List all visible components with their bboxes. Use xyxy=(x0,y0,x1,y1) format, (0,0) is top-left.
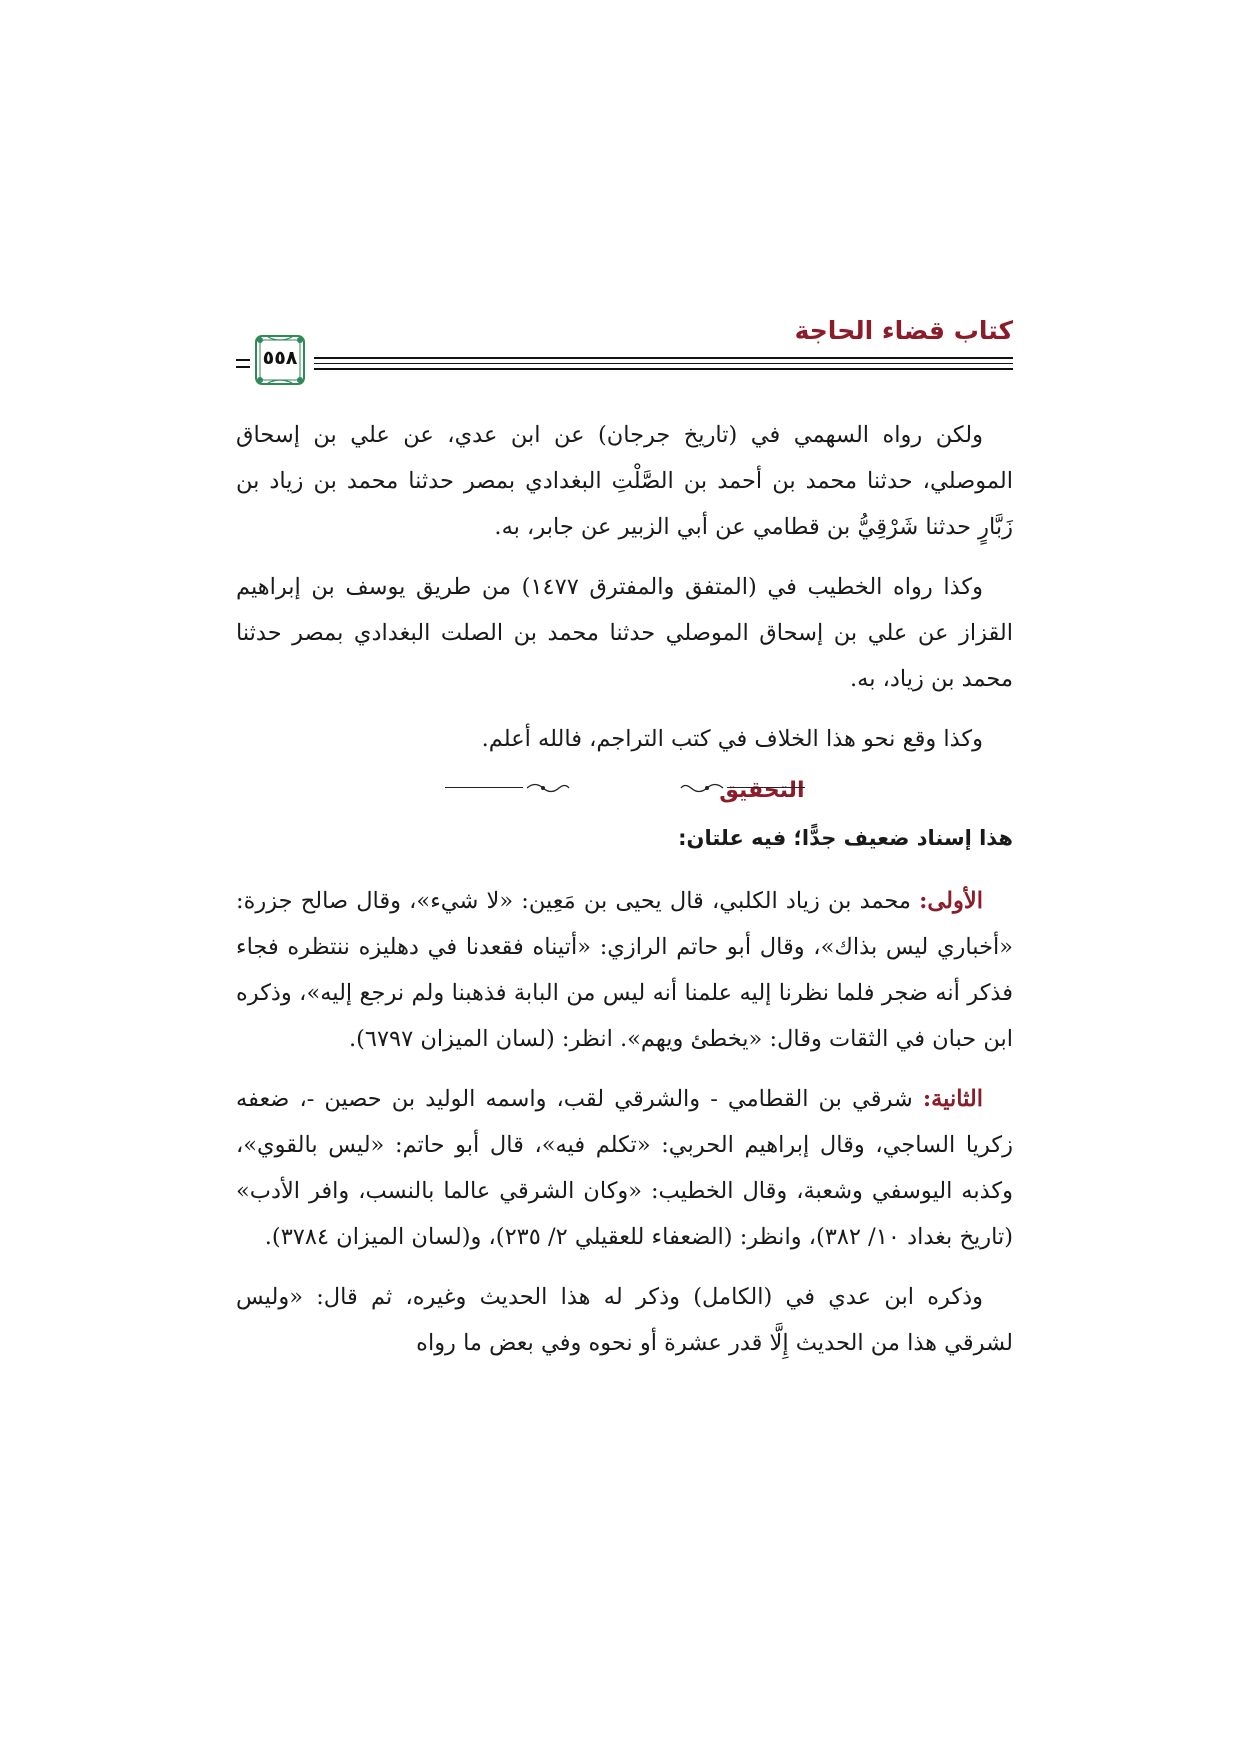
paragraph: وكذا وقع نحو هذا الخلاف في كتب التراجم، فالله أعلم. xyxy=(481,726,983,752)
paragraph: وذكره ابن عدي في (الكامل) وذكر له هذا الحديث وغيره، ثم قال: «وليس لشرقي هذا من الحديث إِلَّا قدر عشرة أو نحوه وفي بعض ما رواه xyxy=(236,1284,1013,1356)
second-text: شرقي بن القطامي - والشرقي لقب، واسمه الوليد بن حصين -، ضعفه زكريا الساجي، وقال إبراهيم الحربي: «تكلم فيه»، قال أبو حاتم: «ليس بالقوي»، وكذبه اليوسفي وشعبة، وقال الخطيب: «وكان الشرقي عالما بالنسب، وافر الأدب» (تاريخ بغداد ١٠/ ٣٨٢)، وانظر: (الضعفاء للعقيلي ٢/ ٢٣٥)، و(لسان الميزان ٣٧٨٤). xyxy=(236,1086,1013,1250)
first-text: محمد بن زياد الكلبي، قال يحيى بن مَعِين: «لا شيء»، وقال صالح جزرة: «أخباري ليس بذاك»، وقال أبو حاتم الرازي: «أتيناه فقعدنا في دهليزه ننتظره فجاء فذكر أنه ضجر فلما نظرنا إليه علمنا أنه ليس من البابة فذهبنا ولم نرجع إليه»، وذكره ابن حبان في الثقات وقال: «يخطئ ويهم». انظر: (لسان الميزان ٦٧٩٧). xyxy=(236,888,1013,1052)
header-tail-rule xyxy=(236,359,250,361)
paragraph: ولكن رواه السهمي في (تاريخ جرجان) عن ابن عدي، عن علي بن إسحاق الموصلي، حدثنا محمد بن أحمد بن الصَّلْتِ البغدادي بمصر حدثنا محمد بن زياد بن زَبَّارٍ حدثنا شَرْقِيُّ بن قطامي عن أبي الزبير عن جابر، به. xyxy=(236,422,1013,540)
paragraph-first-defect xyxy=(236,878,1013,1062)
paragraph-second-defect xyxy=(236,1076,1013,1260)
second-label: الثانية: xyxy=(922,1086,983,1112)
page-number-badge xyxy=(254,334,306,386)
first-label: الأولى: xyxy=(919,888,983,914)
flourish-icon xyxy=(679,780,725,796)
divider-line xyxy=(727,787,805,788)
page-header xyxy=(236,312,1013,386)
book-title: كتاب قضاء الحاجة xyxy=(794,316,1013,345)
section-title: التحقيق xyxy=(719,778,805,803)
header-rule xyxy=(314,368,1013,370)
section-heading: هذا إسناد ضعيف جدًّا؛ فيه علتان: xyxy=(678,826,1013,850)
section-divider xyxy=(236,764,1013,810)
page-number: ٥٥٨ xyxy=(262,347,298,369)
main-text xyxy=(236,412,1013,1366)
paragraph: وكذا رواه الخطيب في (المتفق والمفترق ١٤٧٧) من طريق يوسف بن إبراهيم القزاز عن علي بن إسحاق الموصلي حدثنا محمد بن الصلت البغدادي بمصر حدثنا محمد بن زياد، به. xyxy=(236,574,1013,692)
header-rule xyxy=(314,363,1013,364)
header-tail-rule xyxy=(236,366,250,368)
header-rule xyxy=(314,357,1013,359)
